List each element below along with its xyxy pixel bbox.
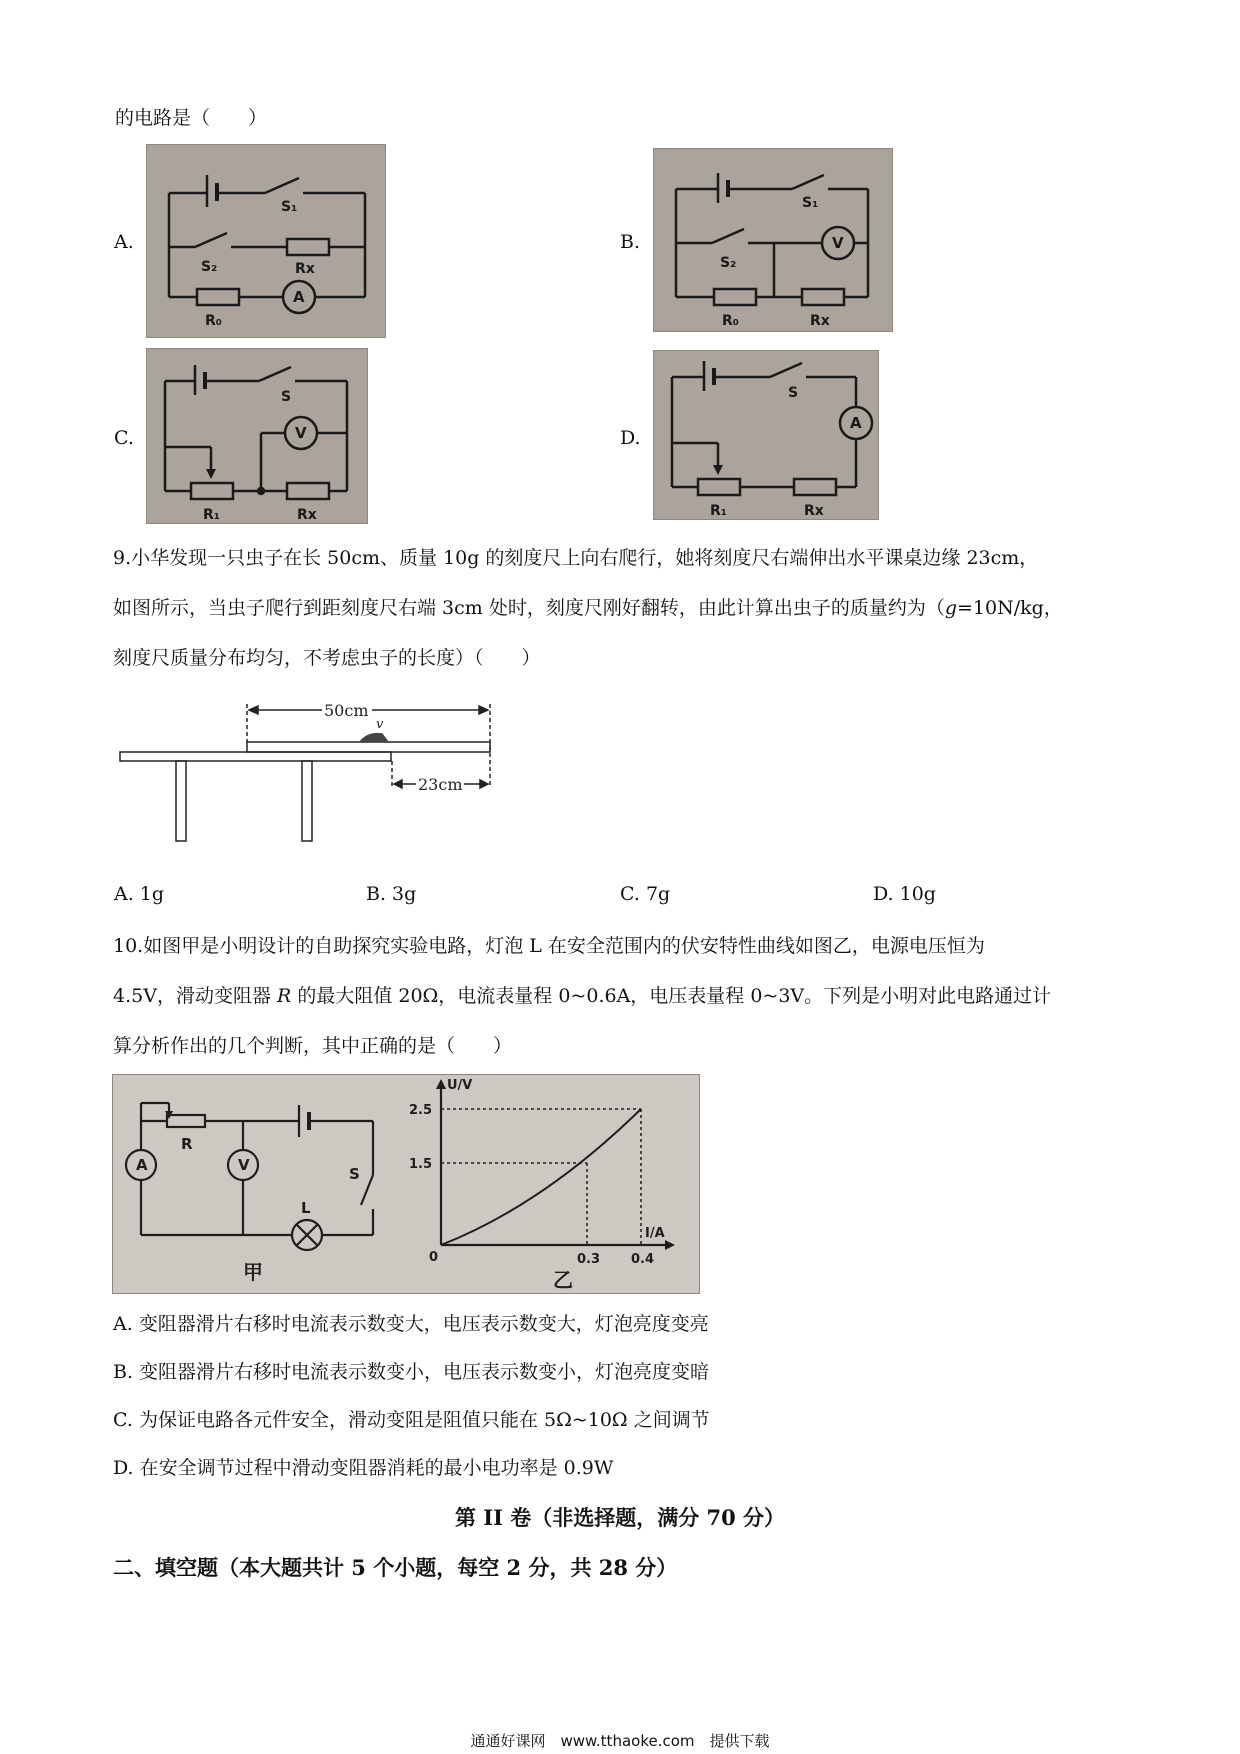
q10-option-a[interactable]: A. 变阻器滑片右移时电流表示数变大，电压表示数变大，灯泡亮度变亮 xyxy=(113,1313,709,1335)
voltmeter-symbol: V xyxy=(238,1156,250,1174)
q10-option-b[interactable]: B. 变阻器滑片右移时电流表示数变小，电压表示数变小，灯泡亮度变暗 xyxy=(113,1361,710,1383)
label-rx: Rx xyxy=(804,503,824,519)
label-r0: R₀ xyxy=(205,313,222,329)
label-s: S xyxy=(281,389,292,405)
q9-option-b[interactable]: B. 3g xyxy=(366,883,417,905)
bug-velocity-label: v xyxy=(376,717,384,732)
q8-option-a-circuit[interactable] xyxy=(146,144,386,338)
label-r1: R₁ xyxy=(203,507,220,523)
q8-option-c-circuit[interactable] xyxy=(146,348,368,524)
ammeter-symbol: A xyxy=(136,1156,148,1174)
q9-stem-line2: 如图所示，当虫子爬行到距刻度尺右端 3cm 处时，刻度尺刚好翻转，由此计算出虫子的质量约为（g=10N/kg， xyxy=(113,597,1063,619)
label-rx: Rx xyxy=(295,261,315,277)
q9-option-a[interactable]: A. 1g xyxy=(114,883,165,905)
q8-option-a-label[interactable]: A. xyxy=(114,231,134,253)
label-r1: R₁ xyxy=(710,503,727,519)
q8-option-b-circuit[interactable] xyxy=(653,148,893,332)
overhang-label: 23cm xyxy=(418,775,463,794)
label-rx: Rx xyxy=(810,313,830,329)
q9-stem-line1: 9.小华发现一只虫子在长 50cm、质量 10g 的刻度尺上向右爬行，她将刻度尺右端伸出水平课桌边缘 23cm， xyxy=(113,547,1039,569)
graph-origin-label: 0 xyxy=(429,1250,439,1265)
label-s: S xyxy=(788,385,799,401)
q9-stem-line3: 刻度尺质量分布均匀，不考虑虫子的长度）（ ） xyxy=(113,647,541,669)
q8-option-d-circuit[interactable] xyxy=(653,350,879,520)
graph-y-axis-label: U/V xyxy=(447,1078,473,1093)
q9-figure xyxy=(110,690,510,860)
graph-x-tick-0.3: 0.3 xyxy=(577,1252,601,1267)
q8-option-c-label[interactable]: C. xyxy=(114,427,134,449)
graph-y-tick-1.5: 1.5 xyxy=(409,1157,433,1172)
label-s1: S₁ xyxy=(802,195,819,211)
label-s2: S₂ xyxy=(720,255,737,271)
graph-x-tick-0.4: 0.4 xyxy=(631,1252,655,1267)
q10-stem-line1: 10.如图甲是小明设计的自助探究实验电路，灯泡 L 在安全范围内的伏安特性曲线如图乙，电源电压恒为 xyxy=(113,935,985,957)
lamp-label: L xyxy=(301,1199,311,1217)
graph-y-tick-2.5: 2.5 xyxy=(409,1103,433,1118)
q9-option-d[interactable]: D. 10g xyxy=(873,883,936,905)
q10-stem-line2: 4.5V，滑动变阻器 R 的最大阻值 20Ω，电流表量程 0~0.6A，电压表量程 0~3V。下列是小明对此电路通过计 xyxy=(113,985,1052,1007)
q10-option-d[interactable]: D. 在安全调节过程中滑动变阻器消耗的最小电功率是 0.9W xyxy=(113,1457,614,1479)
label-rx: Rx xyxy=(297,507,317,523)
circuit-caption: 甲 xyxy=(243,1260,263,1284)
q10-stem-line3: 算分析作出的几个判断，其中正确的是（ ） xyxy=(113,1035,513,1057)
q8-option-b-label[interactable]: B. xyxy=(620,231,641,253)
label-s2: S₂ xyxy=(201,259,218,275)
label-s1: S₁ xyxy=(281,199,298,215)
graph-caption: 乙 xyxy=(553,1268,573,1292)
voltmeter-symbol: V xyxy=(295,424,307,442)
q8-option-d-label[interactable]: D. xyxy=(620,427,641,449)
q10-option-c[interactable]: C. 为保证电路各元件安全，滑动变阻是阻值只能在 5Ω~10Ω 之间调节 xyxy=(113,1409,710,1431)
graph-x-axis-label: I/A xyxy=(645,1226,665,1241)
page-footer: 通通好课网 www.tthaoke.com 提供下载 xyxy=(470,1732,770,1750)
ruler-length-label: 50cm xyxy=(324,701,369,720)
label-r0: R₀ xyxy=(722,313,739,329)
ammeter-symbol: A xyxy=(850,414,862,432)
voltmeter-symbol: V xyxy=(832,234,844,252)
part-two-heading: 二、填空题（本大题共计 5 个小题，每空 2 分，共 28 分） xyxy=(113,1555,678,1580)
q9-option-c[interactable]: C. 7g xyxy=(620,883,671,905)
volume-ii-heading: 第 II 卷（非选择题，满分 70 分） xyxy=(454,1505,786,1530)
q10-figure xyxy=(112,1074,700,1294)
ammeter-symbol: A xyxy=(293,288,305,306)
q8-stem-tail: 的电路是（ ） xyxy=(115,107,268,129)
rheostat-label: R xyxy=(181,1135,193,1153)
switch-label: S xyxy=(349,1165,360,1183)
